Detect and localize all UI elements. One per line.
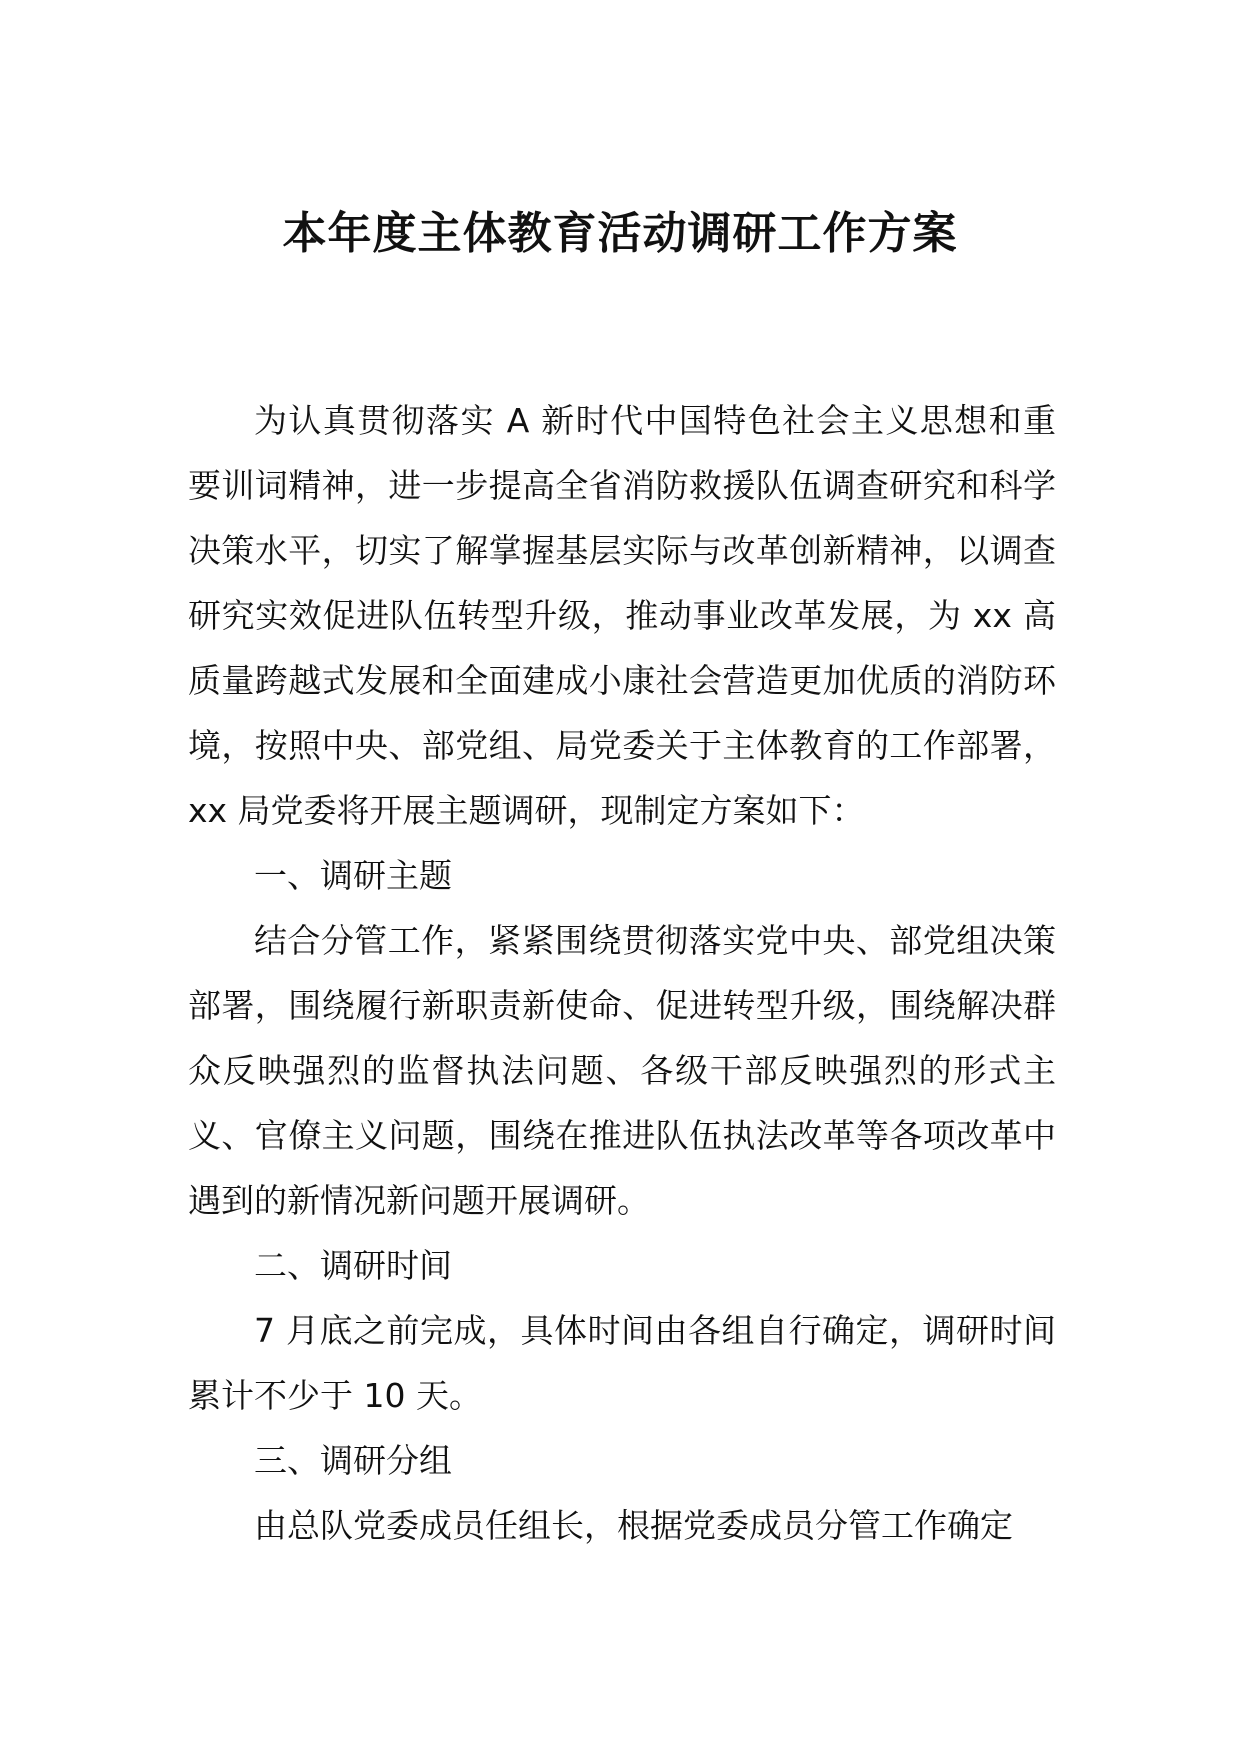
section-heading-time: 二、调研时间 [254, 1246, 452, 1285]
section-heading-topic: 一、调研主题 [254, 856, 452, 895]
document-title: 本年度主体教育活动调研工作方案 [282, 208, 958, 259]
intro-paragraph: 为认真贯彻落实 A 新时代中国特色社会主义思想和重要训词精神，进一步提高全省消防救援队伍调查研究和科学决策水平，切实了解掌握基层实际与改革创新精神，以调查研究实效促进队伍转型升级，推动事业改革发展，为 xx 高质量跨越式发展和全面建成小康社会营造更加优质的消防环境，按照中央、部党组、局党委关于主体教育的工作部署，xx 局党委将开展主题调研，现制定方案如下： [188, 401, 1056, 830]
time-paragraph: 7 月底之前完成，具体时间由各组自行确定，调研时间累计不少于 10 天。 [188, 1311, 1056, 1415]
topic-paragraph: 结合分管工作，紧紧围绕贯彻落实党中央、部党组决策部署，围绕履行新职责新使命、促进转型升级，围绕解决群众反映强烈的监督执法问题、各级干部反映强烈的形式主义、官僚主义问题，围绕在推进队伍执法改革等各项改革中遇到的新情况新问题开展调研。 [188, 921, 1056, 1220]
section-heading-groups: 三、调研分组 [254, 1441, 452, 1480]
groups-paragraph: 由总队党委成员任组长，根据党委成员分管工作确定 [254, 1506, 1013, 1545]
document-body [188, 388, 1056, 1558]
